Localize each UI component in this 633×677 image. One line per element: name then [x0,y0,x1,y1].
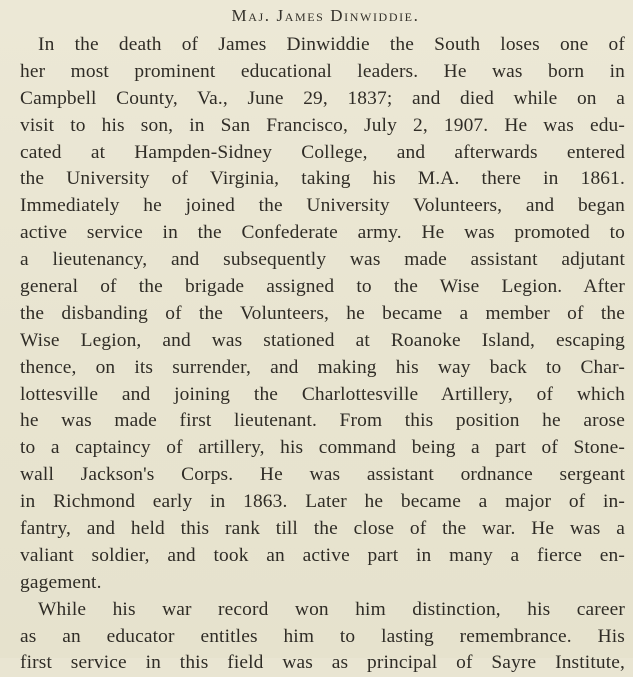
text-line: her most prominent educational leaders. He was born in [20,60,625,82]
text-line: a lieutenancy, and subsequently was made assistant adjutant [20,249,625,271]
text-line: Wise Legion, and was stationed at Roanoke Island, escaping [20,329,625,351]
text-line: first service in this field was as principal of Sayre Institute, [20,652,625,674]
paragraph-1 [20,32,625,597]
text-line: thence, on its surrender, and making his way back to Char- [20,356,625,378]
text-line: wall Jackson's Corps. He was assistant ordnance sergeant [20,464,625,486]
text-line: the disbanding of the Volunteers, he became a member of the [20,302,625,324]
text-line: the University of Virginia, taking his M.A. there in 1861. [20,168,625,190]
text-line: Immediately he joined the University Volunteers, and began [20,195,625,217]
text-line: Campbell County, Va., June 29, 1837; and died while on a [20,87,625,109]
text-line: valiant soldier, and took an active part in many a fierce en- [20,544,625,566]
text-line: general of the brigade assigned to the Wise Legion. After [20,276,625,298]
text-line: In the death of James Dinwiddie the South loses one of [38,34,625,55]
text-line: he was made first lieutenant. From this position he arose [20,410,625,432]
text-line: cated at Hampden-Sidney College, and afterwards entered [20,141,625,163]
text-line: visit to his son, in San Francisco, July 2, 1907. He was edu- [20,114,625,136]
text-line: fantry, and held this rank till the close of the war. He was a [20,518,625,540]
text-line: While his war record won him distinction, his career [38,598,625,620]
paragraph-2 [20,597,625,677]
text-line: to a captaincy of artillery, his command being a part of Stone- [20,437,625,459]
article-body [20,32,625,677]
article-heading: Maj. James Dinwiddie. [231,6,420,25]
text-line: in Richmond early in 1863. Later he became a major of in- [20,491,625,513]
text-line: lottesville and joining the Charlottesville Artillery, of which [20,383,625,405]
text-line: active service in the Confederate army. He was promoted to [20,222,625,244]
text-line: as an educator entitles him to lasting remembrance. His [20,625,625,647]
text-line: gagement. [20,571,102,593]
